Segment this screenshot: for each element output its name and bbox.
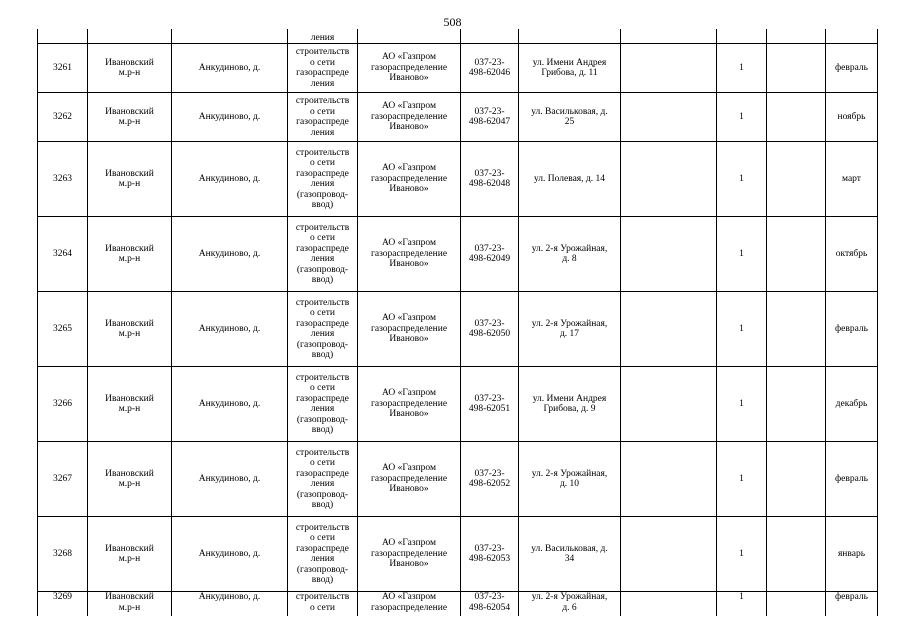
cell-quantity: 1 xyxy=(717,517,767,592)
cell-organization: АО «Газпром газораспределение Иваново» xyxy=(358,217,461,292)
cell-empty xyxy=(717,29,767,44)
cell-number: 3264 xyxy=(38,217,88,292)
cell-empty xyxy=(621,367,717,442)
cell-number: 3269 xyxy=(38,592,88,617)
page-number: 508 xyxy=(443,15,462,29)
cell-quantity: 1 xyxy=(717,44,767,93)
cell-number: 3261 xyxy=(38,44,88,93)
cell-month: ноябрь xyxy=(826,93,878,142)
cell-address: ул. Полевая, д. 14 xyxy=(519,142,621,217)
cell-empty xyxy=(767,292,826,367)
cell-month: февраль xyxy=(826,292,878,367)
cell-address: ул. Васильковая, д. 34 xyxy=(519,517,621,592)
table-row xyxy=(38,292,878,367)
cell-district: Ивановский м.р-н xyxy=(88,517,172,592)
cell-locality: Анкудиново, д. xyxy=(172,367,288,442)
cell-organization: АО «Газпром газораспределение Иваново» xyxy=(358,292,461,367)
cell-code: 037-23- 498-62050 xyxy=(461,292,519,367)
cell-quantity: 1 xyxy=(717,217,767,292)
cell-empty xyxy=(767,367,826,442)
table-row xyxy=(38,442,878,517)
cell-empty xyxy=(621,217,717,292)
cell-locality: Анкудиново, д. xyxy=(172,292,288,367)
cell-empty xyxy=(767,93,826,142)
cell-month: октябрь xyxy=(826,217,878,292)
register-table xyxy=(37,29,878,616)
cell-empty xyxy=(172,29,288,44)
cell-address: ул. 2-я Урожайная, д. 8 xyxy=(519,217,621,292)
cell-number: 3266 xyxy=(38,367,88,442)
cell-month: февраль xyxy=(826,44,878,93)
cell-address: ул. Имени Андрея Грибова, д. 11 xyxy=(519,44,621,93)
table-row xyxy=(38,142,878,217)
cell-month: декабрь xyxy=(826,367,878,442)
cell-district: Ивановский м.р-н xyxy=(88,442,172,517)
cell-empty xyxy=(621,44,717,93)
cell-address: ул. 2-я Урожайная, д. 17 xyxy=(519,292,621,367)
cell-locality: Анкудиново, д. xyxy=(172,517,288,592)
cell-organization: АО «Газпром газораспределение Иваново» xyxy=(358,93,461,142)
cell-work-type: строительств о сети газораспреде ления (газопровод- ввод) xyxy=(288,367,358,442)
cell-number: 3267 xyxy=(38,442,88,517)
cell-district: Ивановский м.р-н xyxy=(88,142,172,217)
cell-empty xyxy=(621,29,717,44)
cell-quantity: 1 xyxy=(717,93,767,142)
cell-work-type: строительств о сети газораспреде ления (газопровод- ввод) xyxy=(288,292,358,367)
cell-empty xyxy=(621,292,717,367)
table-row xyxy=(38,517,878,592)
cell-district: Ивановский м.р-н xyxy=(88,367,172,442)
cell-locality: Анкудиново, д. xyxy=(172,93,288,142)
cell-organization: АО «Газпром газораспределение xyxy=(358,592,461,617)
cell-empty xyxy=(767,517,826,592)
cell-empty xyxy=(519,29,621,44)
cell-number: 3263 xyxy=(38,142,88,217)
cell-address: ул. Имени Андрея Грибова, д. 9 xyxy=(519,367,621,442)
cell-work-type: строительств о сети газораспреде ления (газопровод- ввод) xyxy=(288,217,358,292)
cell-empty xyxy=(461,29,519,44)
cell-quantity: 1 xyxy=(717,292,767,367)
cell-locality: Анкудиново, д. xyxy=(172,142,288,217)
cell-organization: АО «Газпром газораспределение Иваново» xyxy=(358,367,461,442)
cell-empty xyxy=(621,442,717,517)
cell-work-type: строительств о сети газораспреде ления xyxy=(288,44,358,93)
cell-locality: Анкудиново, д. xyxy=(172,217,288,292)
cell-district: Ивановский м.р-н xyxy=(88,217,172,292)
cell-address: ул. 2-я Урожайная, д. 10 xyxy=(519,442,621,517)
cell-locality: Анкудиново, д. xyxy=(172,44,288,93)
cell-work-type: строительств о сети газораспреде ления (газопровод- ввод) xyxy=(288,517,358,592)
cell-code: 037-23- 498-62049 xyxy=(461,217,519,292)
cell-month: февраль xyxy=(826,592,878,617)
cell-month: февраль xyxy=(826,442,878,517)
cell-code: 037-23- 498-62052 xyxy=(461,442,519,517)
cell-empty xyxy=(38,29,88,44)
cell-district: Ивановский м.р-н xyxy=(88,592,172,617)
cell-code: 037-23- 498-62051 xyxy=(461,367,519,442)
cell-quantity: 1 xyxy=(717,142,767,217)
cell-empty xyxy=(621,517,717,592)
cell-address: ул. Васильковая, д. 25 xyxy=(519,93,621,142)
cell-empty xyxy=(621,142,717,217)
cell-work-type: строительств о сети xyxy=(288,592,358,617)
cell-district: Ивановский м.р-н xyxy=(88,93,172,142)
cell-empty xyxy=(358,29,461,44)
cell-address: ул. 2-я Урожайная, д. 6 xyxy=(519,592,621,617)
cell-code: 037-23- 498-62054 xyxy=(461,592,519,617)
cell-work-type: ления xyxy=(288,29,358,44)
cell-empty xyxy=(767,442,826,517)
table-row xyxy=(38,44,878,93)
cell-quantity: 1 xyxy=(717,442,767,517)
cell-number: 3268 xyxy=(38,517,88,592)
cell-empty xyxy=(767,592,826,617)
cell-work-type: строительств о сети газораспреде ления (газопровод- ввод) xyxy=(288,142,358,217)
cell-empty xyxy=(767,142,826,217)
cell-district: Ивановский м.р-н xyxy=(88,44,172,93)
cell-number: 3265 xyxy=(38,292,88,367)
cell-empty xyxy=(767,44,826,93)
cell-empty xyxy=(826,29,878,44)
cell-empty xyxy=(621,93,717,142)
cell-quantity: 1 xyxy=(717,592,767,617)
cell-empty xyxy=(767,217,826,292)
cell-locality: Анкудиново, д. xyxy=(172,592,288,617)
cell-organization: АО «Газпром газораспределение Иваново» xyxy=(358,142,461,217)
cell-quantity: 1 xyxy=(717,367,767,442)
cell-work-type: строительств о сети газораспреде ления xyxy=(288,93,358,142)
cell-work-type: строительств о сети газораспреде ления (газопровод- ввод) xyxy=(288,442,358,517)
cell-locality: Анкудиново, д. xyxy=(172,442,288,517)
cell-code: 037-23- 498-62048 xyxy=(461,142,519,217)
table-row xyxy=(38,93,878,142)
table-row xyxy=(38,367,878,442)
cell-number: 3262 xyxy=(38,93,88,142)
cell-month: январь xyxy=(826,517,878,592)
cell-organization: АО «Газпром газораспределение Иваново» xyxy=(358,517,461,592)
table-row xyxy=(38,592,878,617)
cell-code: 037-23- 498-62046 xyxy=(461,44,519,93)
cell-empty xyxy=(621,592,717,617)
table-row-continued xyxy=(38,29,878,44)
table-row xyxy=(38,217,878,292)
cell-organization: АО «Газпром газораспределение Иваново» xyxy=(358,44,461,93)
cell-district: Ивановский м.р-н xyxy=(88,292,172,367)
cell-organization: АО «Газпром газораспределение Иваново» xyxy=(358,442,461,517)
cell-empty xyxy=(767,29,826,44)
cell-code: 037-23- 498-62047 xyxy=(461,93,519,142)
cell-month: март xyxy=(826,142,878,217)
cell-empty xyxy=(88,29,172,44)
cell-code: 037-23- 498-62053 xyxy=(461,517,519,592)
